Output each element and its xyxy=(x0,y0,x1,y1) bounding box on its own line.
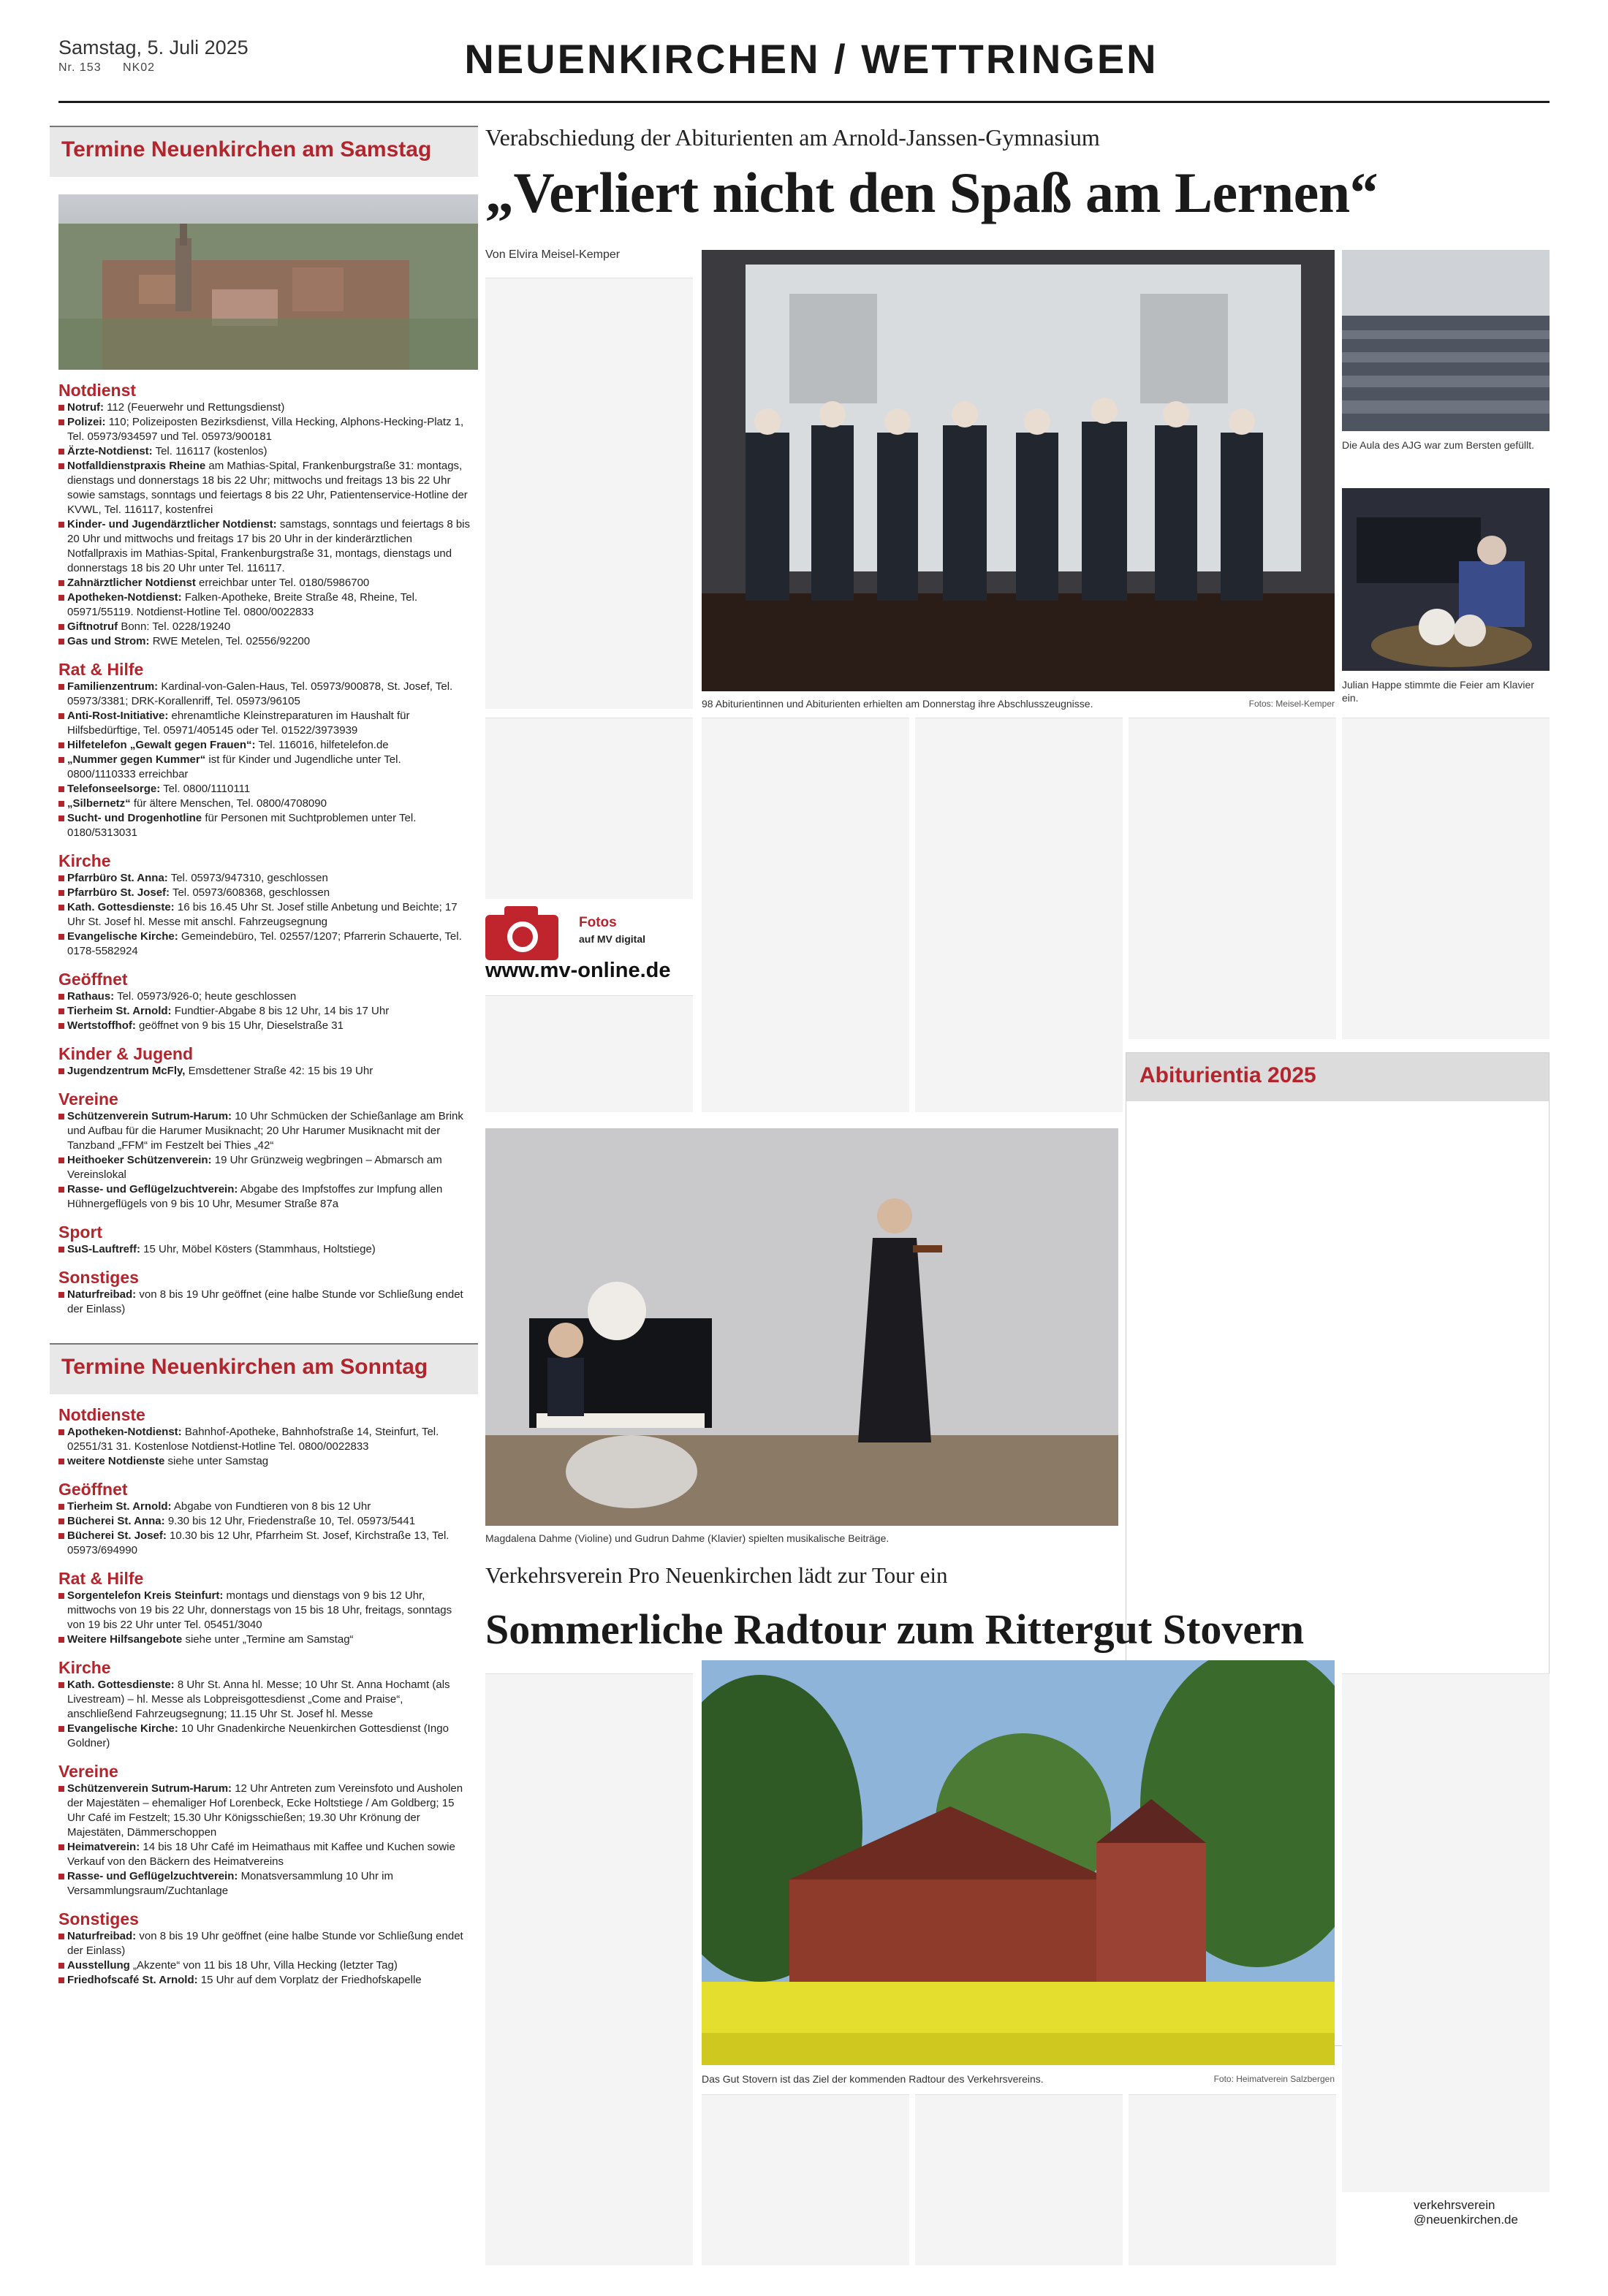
listing-entry xyxy=(58,1722,471,1751)
listing-entry xyxy=(58,576,471,590)
contact-email[interactable]: verkehrsverein @neuenkirchen.de xyxy=(1414,2198,1518,2227)
listing-entry xyxy=(58,444,471,459)
promo-url[interactable]: www.mv-online.de xyxy=(485,959,671,982)
listing-entry xyxy=(58,1632,471,1647)
listing-entry xyxy=(58,590,471,620)
article2-column-5 xyxy=(1342,1673,1550,2192)
listing-entry xyxy=(58,1678,471,1722)
listing-entry xyxy=(58,709,471,738)
article2-column-4 xyxy=(1129,2094,1336,2265)
sunday-listings xyxy=(50,1394,478,1988)
listing-entry-label: Heithoeker Schützenverein: xyxy=(67,1154,212,1166)
promo-sub: auf MV digital xyxy=(579,933,645,945)
listing-entry-text: für ältere Menschen, Tel. 0800/4708090 xyxy=(133,797,327,810)
listing-entry-label: Naturfreibad: xyxy=(67,1288,137,1301)
listing-entry xyxy=(58,900,471,930)
listing-heading: Geöffnet xyxy=(58,970,128,989)
listing-section xyxy=(58,1479,471,1558)
sidebar-divider xyxy=(50,1317,478,1343)
listing-heading: Sport xyxy=(58,1223,103,1242)
article1-byline: Von Elvira Meisel-Kemper xyxy=(485,248,621,261)
listing-heading: Rat & Hilfe xyxy=(58,660,144,679)
listing-entry-label: Kinder- und Jugendärztlicher Notdienst: xyxy=(67,518,277,531)
listing-entry xyxy=(58,1840,471,1869)
listing-entry-text: Tel. 05973/608368, geschlossen xyxy=(172,886,330,899)
listing-entry-text: 15 Uhr, Möbel Kösters (Stammhaus, Holtstiege) xyxy=(143,1243,376,1255)
article2-kicker: Verkehrsverein Pro Neuenkirchen lädt zur Tour ein xyxy=(485,1562,948,1588)
hall-audience-photo xyxy=(1342,250,1550,431)
manor-house-photo xyxy=(702,1660,1335,2065)
listing-entry-text: geöffnet von 9 bis 15 Uhr, Dieselstraße 31 xyxy=(139,1019,344,1032)
article1-kicker: Verabschiedung der Abiturienten am Arnold-Janssen-Gymnasium xyxy=(485,124,1100,151)
listing-entry-text: 110; Polizeiposten Bezirksdienst, Villa Hecking, Alphons-Hecking-Platz 1, Tel. 05973/934597 und Tel. 05973/900181 xyxy=(67,416,464,443)
listing-section xyxy=(58,1267,471,1317)
listing-entry-text: Tel. 0800/1110111 xyxy=(163,783,251,795)
listing-entry-text: Fundtier-Abgabe 8 bis 12 Uhr, 14 bis 17 Uhr xyxy=(174,1005,390,1017)
listing-heading: Sonstiges xyxy=(58,1909,139,1928)
listing-entry-text: ist für Kinder und Jugendliche unter Tel. 0800/1110333 erreichbar xyxy=(67,753,401,780)
listing-section xyxy=(58,851,471,959)
graduates-photo-credit: Fotos: Meisel-Kemper xyxy=(1248,699,1335,709)
listing-entry-text: von 8 bis 19 Uhr geöffnet (eine halbe Stunde vor Schließung endet der Einlass) xyxy=(67,1930,463,1957)
listing-entry-text: 15 Uhr auf dem Vorplatz der Friedhofskapelle xyxy=(200,1974,422,1986)
listing-entry-text: 14 bis 18 Uhr Café im Heimathaus mit Kaffee und Kuchen sowie Verkauf von den Bäckern des Heimatvereins xyxy=(67,1841,455,1868)
listing-entry-label: Naturfreibad: xyxy=(67,1930,137,1942)
listing-entry xyxy=(58,400,471,415)
listing-entry-label: Heimatverein: xyxy=(67,1841,140,1853)
listing-entry-label: „Nummer gegen Kummer“ xyxy=(67,753,206,766)
listing-entry-label: Pfarrbüro St. Josef: xyxy=(67,886,170,899)
listing-entry xyxy=(58,1288,471,1317)
listing-entry-label: Friedhofscafé St. Arnold: xyxy=(67,1974,198,1986)
listing-entry xyxy=(58,517,471,576)
listing-entry-text: 12 Uhr Antreten zum Vereinsfoto und Ausholen der Majestäten – ehemaliger Hof Lorenbeck, Ecke Holtstiege / Am Goldberg; 15 Uhr Café im Festzelt; 15.30 Uhr Königsschießen; 19.30 Uhr Krönung der Majestäten, Dämmerschoppen xyxy=(67,1782,463,1839)
edition-code: NK02 xyxy=(123,61,156,74)
article1-column-3 xyxy=(915,718,1123,1112)
saturday-listings xyxy=(50,370,478,1317)
listing-entry-text: Abgabe von Fundtieren von 8 bis 12 Uhr xyxy=(173,1500,371,1513)
listing-entry-text: 10.30 bis 12 Uhr, Pfarrheim St. Josef, Kirchstraße 13, Tel. 05973/694990 xyxy=(67,1529,450,1556)
listing-entry-label: Zahnärztlicher Notdienst xyxy=(67,577,196,589)
listing-entry-text: von 8 bis 19 Uhr geöffnet (eine halbe Stunde vor Schließung endet der Einlass) xyxy=(67,1288,463,1315)
listing-entry xyxy=(58,1499,471,1514)
article1-headline: „Verliert nicht den Spaß am Lernen“ xyxy=(485,161,1378,224)
listing-entry-label: Bücherei St. Anna: xyxy=(67,1515,165,1527)
listing-entry-text: Kardinal-von-Galen-Haus, Tel. 05973/900878, St. Josef, Tel. 05973/3381; DRK-Korallenriff, Tel. 05973/96105 xyxy=(67,680,453,707)
listing-entry-text: am Mathias-Spital, Frankenburgstraße 31: montags, dienstags und donnerstags 18 bis 22 Uhr; mittwochs und freitags 13 bis 22 Uhr sowie samstags, sonntags und feiertags 8 bis 22 Uhr, Patientenservice-Hotline der KVWL, Tel. 116117, kostenfrei xyxy=(67,460,468,516)
article2-headline: Sommerliche Radtour zum Rittergut Stovern xyxy=(485,1605,1305,1653)
listing-entry-label: Evangelische Kirche: xyxy=(67,930,178,943)
listing-entry xyxy=(58,811,471,840)
sunday-header xyxy=(50,1343,478,1394)
listing-entry-label: Kath. Gottesdienste: xyxy=(67,1679,175,1691)
aerial-town-photo xyxy=(58,194,478,370)
listing-entry-label: Apotheken-Notdienst: xyxy=(67,591,182,604)
listing-entry-label: Schützenverein Sutrum-Harum: xyxy=(67,1782,232,1795)
listing-entry xyxy=(58,459,471,517)
listing-entry-text: 10 Uhr Schmücken der Schießanlage am Brink und Aufbau für die Harumer Musiknacht; 20 Uhr Harumer Musiknacht mit der Tanzband „FFM“ im Festzelt bei Thies „42“ xyxy=(67,1110,463,1152)
article1-text-column xyxy=(485,278,693,709)
listing-entry-label: Notruf: xyxy=(67,401,104,414)
listing-entry-label: Weitere Hilfsangebote xyxy=(67,1633,183,1646)
event-sidebar xyxy=(50,126,478,1988)
listing-section xyxy=(58,1089,471,1212)
listing-entry-label: Rathaus: xyxy=(67,990,115,1003)
listing-entry-label: Sorgentelefon Kreis Steinfurt: xyxy=(67,1589,224,1602)
listing-entry-label: Kath. Gottesdienste: xyxy=(67,901,175,913)
listing-entry-label: Gas und Strom: xyxy=(67,635,150,647)
listing-section xyxy=(58,659,471,840)
listing-entry-text: Tel. 05973/926-0; heute geschlossen xyxy=(117,990,297,1003)
issue-date: Samstag, 5. Juli 2025 xyxy=(58,37,249,58)
listing-entry-label: Familienzentrum: xyxy=(67,680,159,693)
listing-entry-label: Tierheim St. Arnold: xyxy=(67,1500,172,1513)
listing-section xyxy=(58,1761,471,1898)
listing-entry-label: Apotheken-Notdienst: xyxy=(67,1426,182,1438)
listing-entry-label: Anti-Rost-Initiative: xyxy=(67,710,169,722)
listing-heading: Vereine xyxy=(58,1762,118,1781)
article2-column-1 xyxy=(485,1673,693,2265)
listing-entry xyxy=(58,1153,471,1182)
listing-entry-text: siehe unter „Termine am Samstag“ xyxy=(185,1633,354,1646)
listing-entry-label: Wertstoffhof: xyxy=(67,1019,136,1032)
saturday-title: Termine Neuenkirchen am Samstag xyxy=(61,137,432,161)
listing-entry xyxy=(58,1929,471,1958)
listing-section xyxy=(58,1909,471,1988)
listing-section xyxy=(58,380,471,649)
listing-entry-text: Monatsversammlung 10 Uhr im Versammlungsraum/Zuchtanlage xyxy=(67,1870,393,1897)
listing-entry xyxy=(58,930,471,959)
listing-heading: Sonstiges xyxy=(58,1268,139,1287)
listing-entry-text: Bahnhof-Apotheke, Bahnhofstraße 14, Steinfurt, Tel. 02551/31 31. Kostenlose Notdienst-Hotline Tel. 0800/0022833 xyxy=(67,1426,439,1453)
graduates-photo-caption: 98 Abiturientinnen und Abiturienten erhielten am Donnerstag ihre Abschlusszeugnisse. xyxy=(702,698,1093,710)
listing-entry xyxy=(58,989,471,1004)
listing-entry xyxy=(58,1529,471,1558)
graduates-box-title: Abiturientia 2025 xyxy=(1126,1053,1549,1101)
listing-entry xyxy=(58,415,471,444)
mv-digital-promo[interactable] xyxy=(485,908,693,988)
listing-entry xyxy=(58,1782,471,1840)
listing-entry xyxy=(58,1019,471,1033)
article2-column-2 xyxy=(702,2094,909,2265)
listing-entry-text: Emsdettener Straße 42: 15 bis 19 Uhr xyxy=(188,1065,373,1077)
article1-column-1-continued xyxy=(485,995,693,1112)
listing-entry xyxy=(58,1004,471,1019)
listing-entry-label: Bücherei St. Josef: xyxy=(67,1529,167,1542)
hall-photo-caption: Die Aula des AJG war zum Bersten gefüllt. xyxy=(1342,439,1535,451)
listing-entry xyxy=(58,797,471,811)
listing-heading: Vereine xyxy=(58,1090,118,1109)
section-title: NEUENKIRCHEN / WETTRINGEN xyxy=(464,36,1158,82)
listing-entry-label: Rasse- und Geflügelzuchtverein: xyxy=(67,1870,238,1882)
listing-entry-label: Schützenverein Sutrum-Harum: xyxy=(67,1110,232,1122)
saturday-header xyxy=(50,126,478,177)
listing-entry-label: Polizei: xyxy=(67,416,106,428)
listing-entry-label: Jugendzentrum McFly, xyxy=(67,1065,186,1077)
listing-heading: Rat & Hilfe xyxy=(58,1569,144,1588)
listing-entry-text: ehrenamtliche Kleinstreparaturen im Haushalt für Hilfsbedürftige, Tel. 05971/405145 oder Tel. 01522/3973939 xyxy=(67,710,410,737)
listing-entry-label: Ärzte-Notdienst: xyxy=(67,445,153,457)
listing-entry-label: Rasse- und Geflügelzuchtverein: xyxy=(67,1183,238,1195)
listing-entry xyxy=(58,1182,471,1212)
manor-photo-caption: Das Gut Stovern ist das Ziel der kommenden Radtour des Verkehrsvereins. xyxy=(702,2073,1044,2085)
listing-section xyxy=(58,1404,471,1469)
listing-entry-label: Sucht- und Drogenhotline xyxy=(67,812,202,824)
listing-entry-text: Tel. 116016, hilfetelefon.de xyxy=(258,739,389,751)
listing-heading: Notdienste xyxy=(58,1405,145,1424)
listing-section xyxy=(58,969,471,1033)
music-photo-caption: Magdalena Dahme (Violine) und Gudrun Dahme (Klavier) spielten musikalische Beiträge. xyxy=(485,1532,890,1544)
listing-entry-text: Gemeindebüro, Tel. 02557/1207; Pfarrerin Schauerte, Tel. 0178-5582924 xyxy=(67,930,462,957)
listing-entry-text: 8 Uhr St. Anna hl. Messe; 10 Uhr St. Anna Hochamt (als Livestream) – hl. Messe als Lobpreisgottesdienst „Come and Praise“, anschließend Fahrzeugsegnung; 11.15 Uhr St. Josef hl. Messe xyxy=(67,1679,450,1720)
listing-entry-text: 10 Uhr Gnadenkirche Neuenkirchen Gottesdienst (Ingo Goldner) xyxy=(67,1722,449,1749)
issue-meta xyxy=(58,60,322,76)
listing-entry-text: 16 bis 16.45 Uhr St. Josef stille Anbetung und Beichte; 17 Uhr St. Josef hl. Messe mit anschl. Fahrzeugsegnung xyxy=(67,901,458,928)
manor-photo-credit: Foto: Heimatverein Salzbergen xyxy=(1213,2074,1335,2084)
listing-entry-text: 9.30 bis 12 Uhr, Friedenstraße 10, Tel. 05973/5441 xyxy=(167,1515,416,1527)
listing-entry xyxy=(58,1064,471,1079)
listing-entry-label: „Silbernetz“ xyxy=(67,797,131,810)
listing-entry-label: Giftnotruf xyxy=(67,620,118,633)
listing-entry xyxy=(58,738,471,753)
listing-entry-text: Tel. 116117 (kostenlos) xyxy=(155,445,268,457)
listing-heading: Kinder & Jugend xyxy=(58,1044,194,1063)
listing-entry xyxy=(58,1109,471,1153)
listing-section xyxy=(58,1044,471,1079)
listing-entry xyxy=(58,871,471,886)
article1-column-1 xyxy=(485,718,693,899)
listing-entry-label: Tierheim St. Arnold: xyxy=(67,1005,172,1017)
listing-entry xyxy=(58,1242,471,1257)
listing-entry xyxy=(58,1514,471,1529)
listing-entry xyxy=(58,634,471,649)
listing-entry-label: Notfalldienstpraxis Rheine xyxy=(67,460,206,472)
listing-heading: Kirche xyxy=(58,851,111,870)
listing-entry-text: samstags, sonntags und feiertags 8 bis 20 Uhr und mittwochs und freitags 17 bis 20 Uhr in der kinderärztlichen Notfallpraxis im Mathias-Spital, Frankenburgstraße 31, montags, dienstags und donnerstags 18 bis 20 Uhr unter Tel. 116117. xyxy=(67,518,471,574)
listing-entry-label: weitere Notdienste xyxy=(67,1455,165,1467)
listing-entry-text: 19 Uhr Grünzweig wegbringen – Abmarsch am Vereinslokal xyxy=(67,1154,442,1181)
listing-entry xyxy=(58,1425,471,1454)
sunday-title: Termine Neuenkirchen am Sonntag xyxy=(61,1355,428,1379)
listing-heading: Kirche xyxy=(58,1658,111,1677)
listing-section xyxy=(58,1568,471,1647)
camera-icon xyxy=(485,915,558,960)
article1-column-4 xyxy=(1129,718,1336,1039)
listing-entry-label: Evangelische Kirche: xyxy=(67,1722,178,1735)
listing-section xyxy=(58,1657,471,1751)
listing-entry-text: für Personen mit Suchtproblemen unter Tel. 0180/5313031 xyxy=(67,812,417,839)
listing-entry xyxy=(58,753,471,782)
listing-entry-text: montags und dienstags von 9 bis 12 Uhr, mittwochs von 19 bis 22 Uhr, donnerstags von 15 bis 18 Uhr, freitags, sonntags von 19 bis 22 Uhr unter Tel. 05451/3040 xyxy=(67,1589,452,1631)
listing-entry-text: Falken-Apotheke, Breite Straße 48, Rheine, Tel. 05971/55119. Notdienst-Hotline Tel. 0800/0022833 xyxy=(67,591,418,618)
listing-entry xyxy=(58,1454,471,1469)
piano-photo-caption: Julian Happe stimmte die Feier am Klavier ein. xyxy=(1342,679,1534,704)
listing-entry-label: Pfarrbüro St. Anna: xyxy=(67,872,168,884)
listing-entry-text: Abgabe des Impfstoffes zur Impfung allen Hühnergeflügels von 9 bis 10 Uhr, Mesumer Straße 87a xyxy=(67,1183,443,1210)
listing-heading: Notdienst xyxy=(58,381,137,400)
graduates-stage-photo xyxy=(702,250,1335,691)
article1-column-5 xyxy=(1342,718,1550,1039)
listing-entry-text: siehe unter Samstag xyxy=(167,1455,269,1467)
masthead-info xyxy=(58,35,322,76)
listing-entry-text: Tel. 05973/947310, geschlossen xyxy=(170,872,328,884)
article2-column-3 xyxy=(915,2094,1123,2265)
music-performance-photo xyxy=(485,1128,1118,1526)
masthead-rule xyxy=(58,101,1550,103)
issue-number: Nr. 153 xyxy=(58,61,102,74)
listing-entry-label: Hilfetelefon „Gewalt gegen Frauen“: xyxy=(67,739,256,751)
listing-entry xyxy=(58,1869,471,1898)
article1-column-2 xyxy=(702,718,909,1112)
listing-entry xyxy=(58,620,471,634)
piano-player-photo xyxy=(1342,488,1550,671)
listing-entry-text: Bonn: Tel. 0228/19240 xyxy=(121,620,231,633)
listing-entry xyxy=(58,886,471,900)
listing-entry-label: SuS-Lauftreff: xyxy=(67,1243,140,1255)
listing-entry-text: erreichbar unter Tel. 0180/5986700 xyxy=(199,577,370,589)
listing-entry xyxy=(58,782,471,797)
listing-entry xyxy=(58,1973,471,1988)
listing-entry-label: Ausstellung xyxy=(67,1959,130,1972)
listing-entry xyxy=(58,1958,471,1973)
listing-section xyxy=(58,1222,471,1257)
listing-heading: Geöffnet xyxy=(58,1480,128,1499)
listing-entry xyxy=(58,680,471,709)
listing-entry-label: Telefonseelsorge: xyxy=(67,783,161,795)
promo-label: Fotos xyxy=(579,915,617,930)
listing-entry-text: „Akzente“ von 11 bis 18 Uhr, Villa Hecking (letzter Tag) xyxy=(133,1959,398,1972)
listing-entry-text: 112 (Feuerwehr und Rettungsdienst) xyxy=(107,401,285,414)
listing-entry-text: RWE Metelen, Tel. 02556/92200 xyxy=(152,635,311,647)
listing-entry xyxy=(58,1589,471,1632)
